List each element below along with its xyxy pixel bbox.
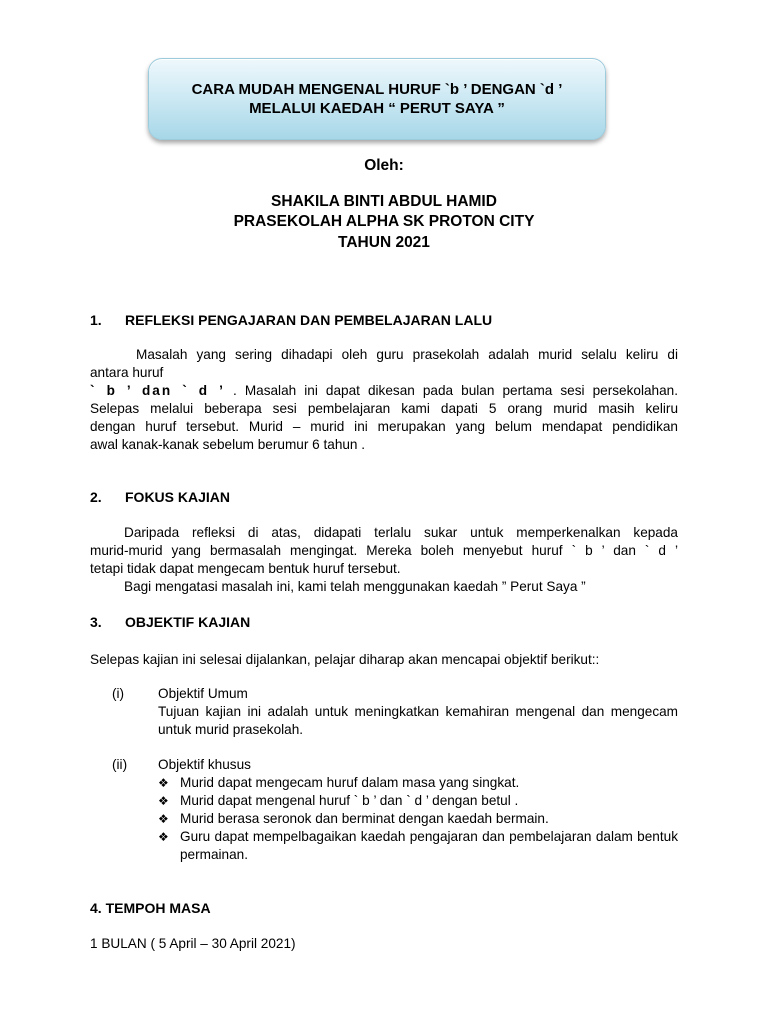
diamond-bullet-icon: ❖ (158, 830, 169, 844)
section-2-paragraph (90, 524, 678, 596)
section-3-number: 3. (90, 614, 102, 630)
section-2-line: murid-murid yang bermasalah mengingat. Mereka boleh menyebut huruf ` b ’ dan ` d ’ (90, 543, 678, 558)
diamond-bullet-icon: ❖ (158, 812, 169, 826)
section-1-number: 1. (90, 312, 102, 328)
list-item-text: Murid dapat mengecam huruf dalam masa yang singkat. (180, 775, 520, 790)
title-banner (148, 58, 606, 140)
section-4-heading: 4. TEMPOH MASA (90, 900, 211, 916)
objective-1-marker: (i) (112, 686, 125, 701)
list-item (158, 792, 678, 810)
author-by-label: Oleh: (364, 157, 404, 174)
section-1-line: awal kanak-kanak sebelum berumur 6 tahun . (90, 437, 366, 452)
section-1-line: antara huruf (90, 365, 164, 380)
diamond-bullet-icon: ❖ (158, 794, 169, 808)
title-line-1: CARA MUDAH MENGENAL HURUF `b ’ DENGAN `d ’ (191, 81, 563, 98)
author-year: TAHUN 2021 (338, 234, 430, 251)
objective-2-marker: (ii) (112, 757, 128, 772)
list-item-text: Murid berasa seronok dan berminat dengan kaedah bermain. (180, 811, 549, 826)
objective-2-list (158, 774, 678, 864)
objective-1 (158, 685, 678, 739)
section-2-line: Daripada refleksi di atas, didapati terlalu sukar untuk memperkenalkan kepada (124, 525, 678, 540)
section-1-line: dengan huruf tersebut. Murid – murid ini merupakan yang belum mendapat pendidikan (90, 419, 678, 434)
section-2-number: 2. (90, 489, 102, 505)
title-line-2: MELALUI KAEDAH “ PERUT SAYA ” (249, 100, 505, 117)
section-3-intro: Selepas kajian ini selesai dijalankan, pelajar diharap akan mencapai objektif berikut:: (90, 652, 600, 667)
author-name: SHAKILA BINTI ABDUL HAMID (271, 193, 497, 210)
section-1-paragraph (90, 346, 678, 454)
section-1-line: Masalah yang sering dihadapi oleh guru prasekolah adalah murid selalu keliru di (136, 347, 678, 362)
section-1-line (90, 382, 678, 400)
list-item (158, 828, 678, 864)
section-2-line: Bagi mengatasi masalah ini, kami telah menggunakan kaedah ” Perut Saya ” (124, 579, 586, 594)
section-2-heading (90, 489, 230, 505)
letters-b-d: ` b ’ dan ` d ’ (90, 383, 225, 398)
author-school: PRASEKOLAH ALPHA SK PROTON CITY (233, 213, 535, 230)
section-2-line: tetapi tidak dapat mengecam bentuk huruf tersebut. (90, 561, 401, 576)
section-1-line-rest: . Masalah ini dapat dikesan pada bulan pertama sesi persekolahan. (224, 383, 679, 398)
objective-2-title: Objektif khusus (158, 757, 251, 772)
list-item (158, 810, 678, 828)
section-3-title: OBJEKTIF KAJIAN (125, 614, 251, 630)
section-4-text: 1 BULAN ( 5 April – 30 April 2021) (90, 936, 296, 951)
section-1-title: REFLEKSI PENGAJARAN DAN PEMBELAJARAN LALU (125, 312, 493, 328)
list-item (158, 774, 678, 792)
section-2-title: FOKUS KAJIAN (125, 489, 231, 505)
diamond-bullet-icon: ❖ (158, 776, 169, 790)
list-item-text: Guru dapat mempelbagaikan kaedah pengajaran dan pembelajaran dalam bentuk permainan. (180, 829, 678, 862)
objective-1-title: Objektif Umum (158, 686, 248, 701)
list-item-text: Murid dapat mengenal huruf ` b ’ dan ` d ’ dengan betul . (180, 793, 519, 808)
objective-1-text: Tujuan kajian ini adalah untuk meningkatkan kemahiran mengenal dan mengecam untuk murid prasekolah. (158, 704, 678, 737)
section-1-heading (90, 312, 492, 328)
section-3-heading (90, 614, 250, 630)
section-1-line: Selepas melalui beberapa sesi pembelajaran kami dapati 5 orang murid masih keliru (90, 401, 678, 416)
